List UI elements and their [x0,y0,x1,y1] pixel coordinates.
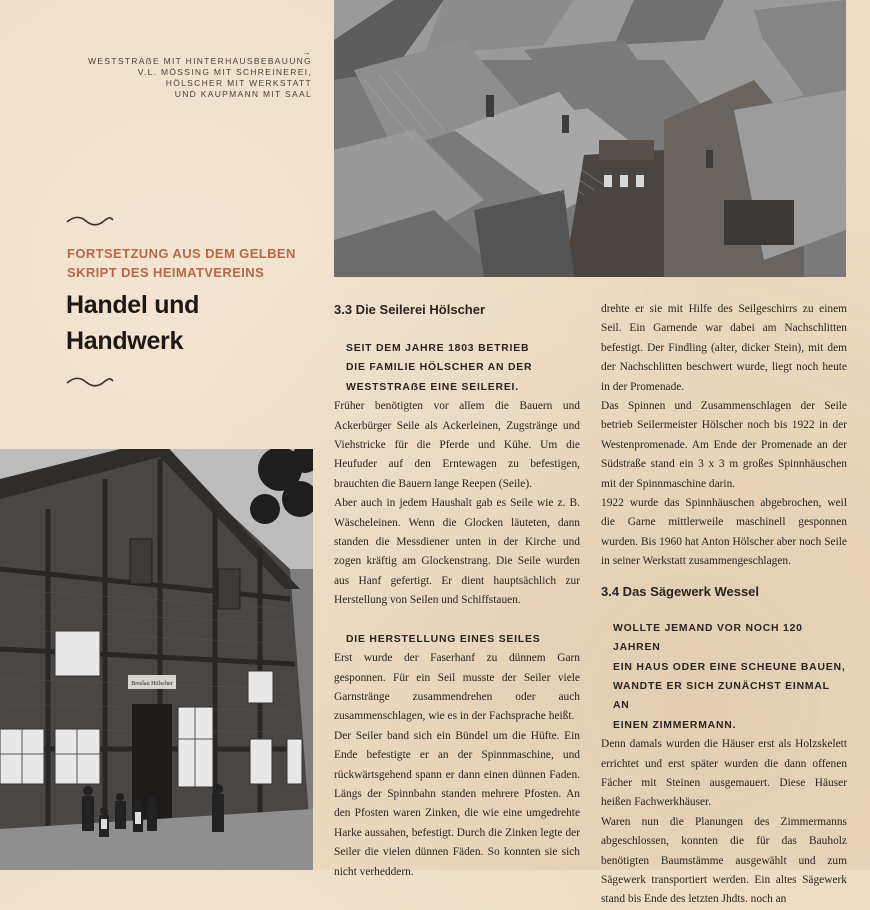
shop-sign: Breslau Hölscher [131,681,173,687]
lead-line: DIE FAMILIE HÖLSCHER AN DER [346,362,533,374]
lead-line: WANDTE ER SICH ZUNÄCHST EINMAL AN [613,680,830,712]
lead-line: WESTSTRAẞE EINE SEILEREI. [346,381,519,393]
section-heading-3-3: 3.3 Die Seilerei Hölscher [334,302,486,317]
lead-paragraph [334,339,580,397]
section-heading-3-4: 3.4 Das Sägewerk Wessel [601,583,760,599]
squiggle-divider-top [66,216,114,226]
lead-line: EINEN ZIMMERMANN. [613,719,737,731]
photo-caption [60,48,312,100]
body-paragraph: Das Spinnen und Zusammenschlagen der Seile betrieb Seilermeister Hölscher noch bis 1922 in der Westenpromenade. Am Ende der Promenade an der Südstraße stand ein 3 x 3 m großes Spinnhäuschen mit der Spinnmaschine darin. [601,400,847,490]
text-column-2 [601,300,847,910]
body-paragraph: Denn damals wurden die Häuser erst als Holzskelett errichtet und erst später wurden die dann offenen Fächer mit Steinen ausgemauert. Diese Häuser heißen Fachwerkhäuser. [601,738,847,809]
caption-line: V.L. MÖSSING MIT SCHREINEREI, [137,67,312,77]
half-timbered-house-photo [0,449,313,870]
squiggle-divider-bottom [66,377,114,387]
kicker-line: SKRIPT DES HEIMATVEREINS [67,265,265,280]
title-line: Handel und [66,291,200,319]
kicker-line: FORTSETZUNG AUS DEM GELBEN [67,246,296,261]
body-paragraph: Waren nun die Planungen des Zimmermanns abgeschlossen, konnten die für das Bauholz benötigten Baumstämme ausgewählt und zum Sägewerk transportiert werden. Ein altes Sägewerk stand bis Ende des letzten Jhdts. noch an [601,815,847,906]
caption-line: UND KAUPMANN MIT SAAL [174,89,312,99]
body-paragraph: Aber auch in jedem Haushalt gab es Seile wie z. B. Wäscheleinen. Wenn die Glocken läuteten, dann standen die Messdiener unten in der Kirche und zogen kräftig am Glockenstrang. Die Seile wurden aus Hanf gefertigt. Er dient hauptsächlich zur Herstellung von Seilen und Schiffstauen. [334,497,580,607]
body-paragraph: drehte er sie mit Hilfe des Seilgeschirrs zu einem Seil. Ein Garnende war dabei am Nachschlitten befestigt. Der Findling (alter, dicker Stein), mit dem der Nachschlitten beschwert wurde, liegt noch heute in der Promenade. [601,303,847,393]
page-title [66,287,326,359]
arrow-icon: → [301,47,312,57]
lead-line: EIN HAUS ODER EINE SCHEUNE BAUEN, [613,661,846,673]
caption-line: WESTSTRAẞE MIT HINTERHAUSBEBAUUNG [88,56,312,66]
aerial-roofs-photo [334,0,846,277]
body-paragraph: Früher benötigten vor allem die Bauern und Ackerbürger Seile als Ackerleinen, Zugstränge und Viehstricke für die Pferde und Kühe. Um die Heufuder auf den Erntewagen zu befestigen, brauchten die Bauern lange Reepen (Seile). [334,400,580,490]
caption-line: HÖLSCHER MIT WERKSTATT [165,78,312,88]
lead-paragraph [601,619,847,735]
lead-line: SEIT DEM JAHRE 1803 BETRIEB [346,343,530,354]
body-paragraph: Der Seiler band sich ein Bündel um die Hüfte. Ein Ende befestigte er an der Spinnmaschine, und rückwärtsgehend spann er dann einen dünnen Faden. Längs der Spinnbahn standen mehrere Pfosten. An den Pfosten waren Zinken, die wie eine umgedrehte Harke aussahen, befestigt. Durch die Zinken legte der Seiler die vielen dünnen Fäden. So konnten sie sich nicht verheddern. [334,729,580,878]
title-line: Handwerk [66,327,184,355]
body-paragraph: Erst wurde der Faserhanf zu dünnem Garn gesponnen. Für ein Seil musste der Seiler viele Garnstränge zusammendrehen oder auch zusammenschlagen, wie es in der Fachsprache heißt. [334,652,580,723]
subheading: DIE HERSTELLUNG EINES SEILES [346,633,541,645]
body-paragraph: 1922 wurde das Spinnhäuschen abgebrochen, weil die Garne mittlerweile maschinell gesponnen wurden. Bis 1960 hat Anton Hölscher aber noch Seile in seiner Werkstatt zusammengeschlagen. [601,497,847,568]
text-column-1 [334,300,580,882]
kicker [67,244,327,282]
lead-line: WOLLTE JEMAND VOR NOCH 120 JAHREN [613,622,803,654]
